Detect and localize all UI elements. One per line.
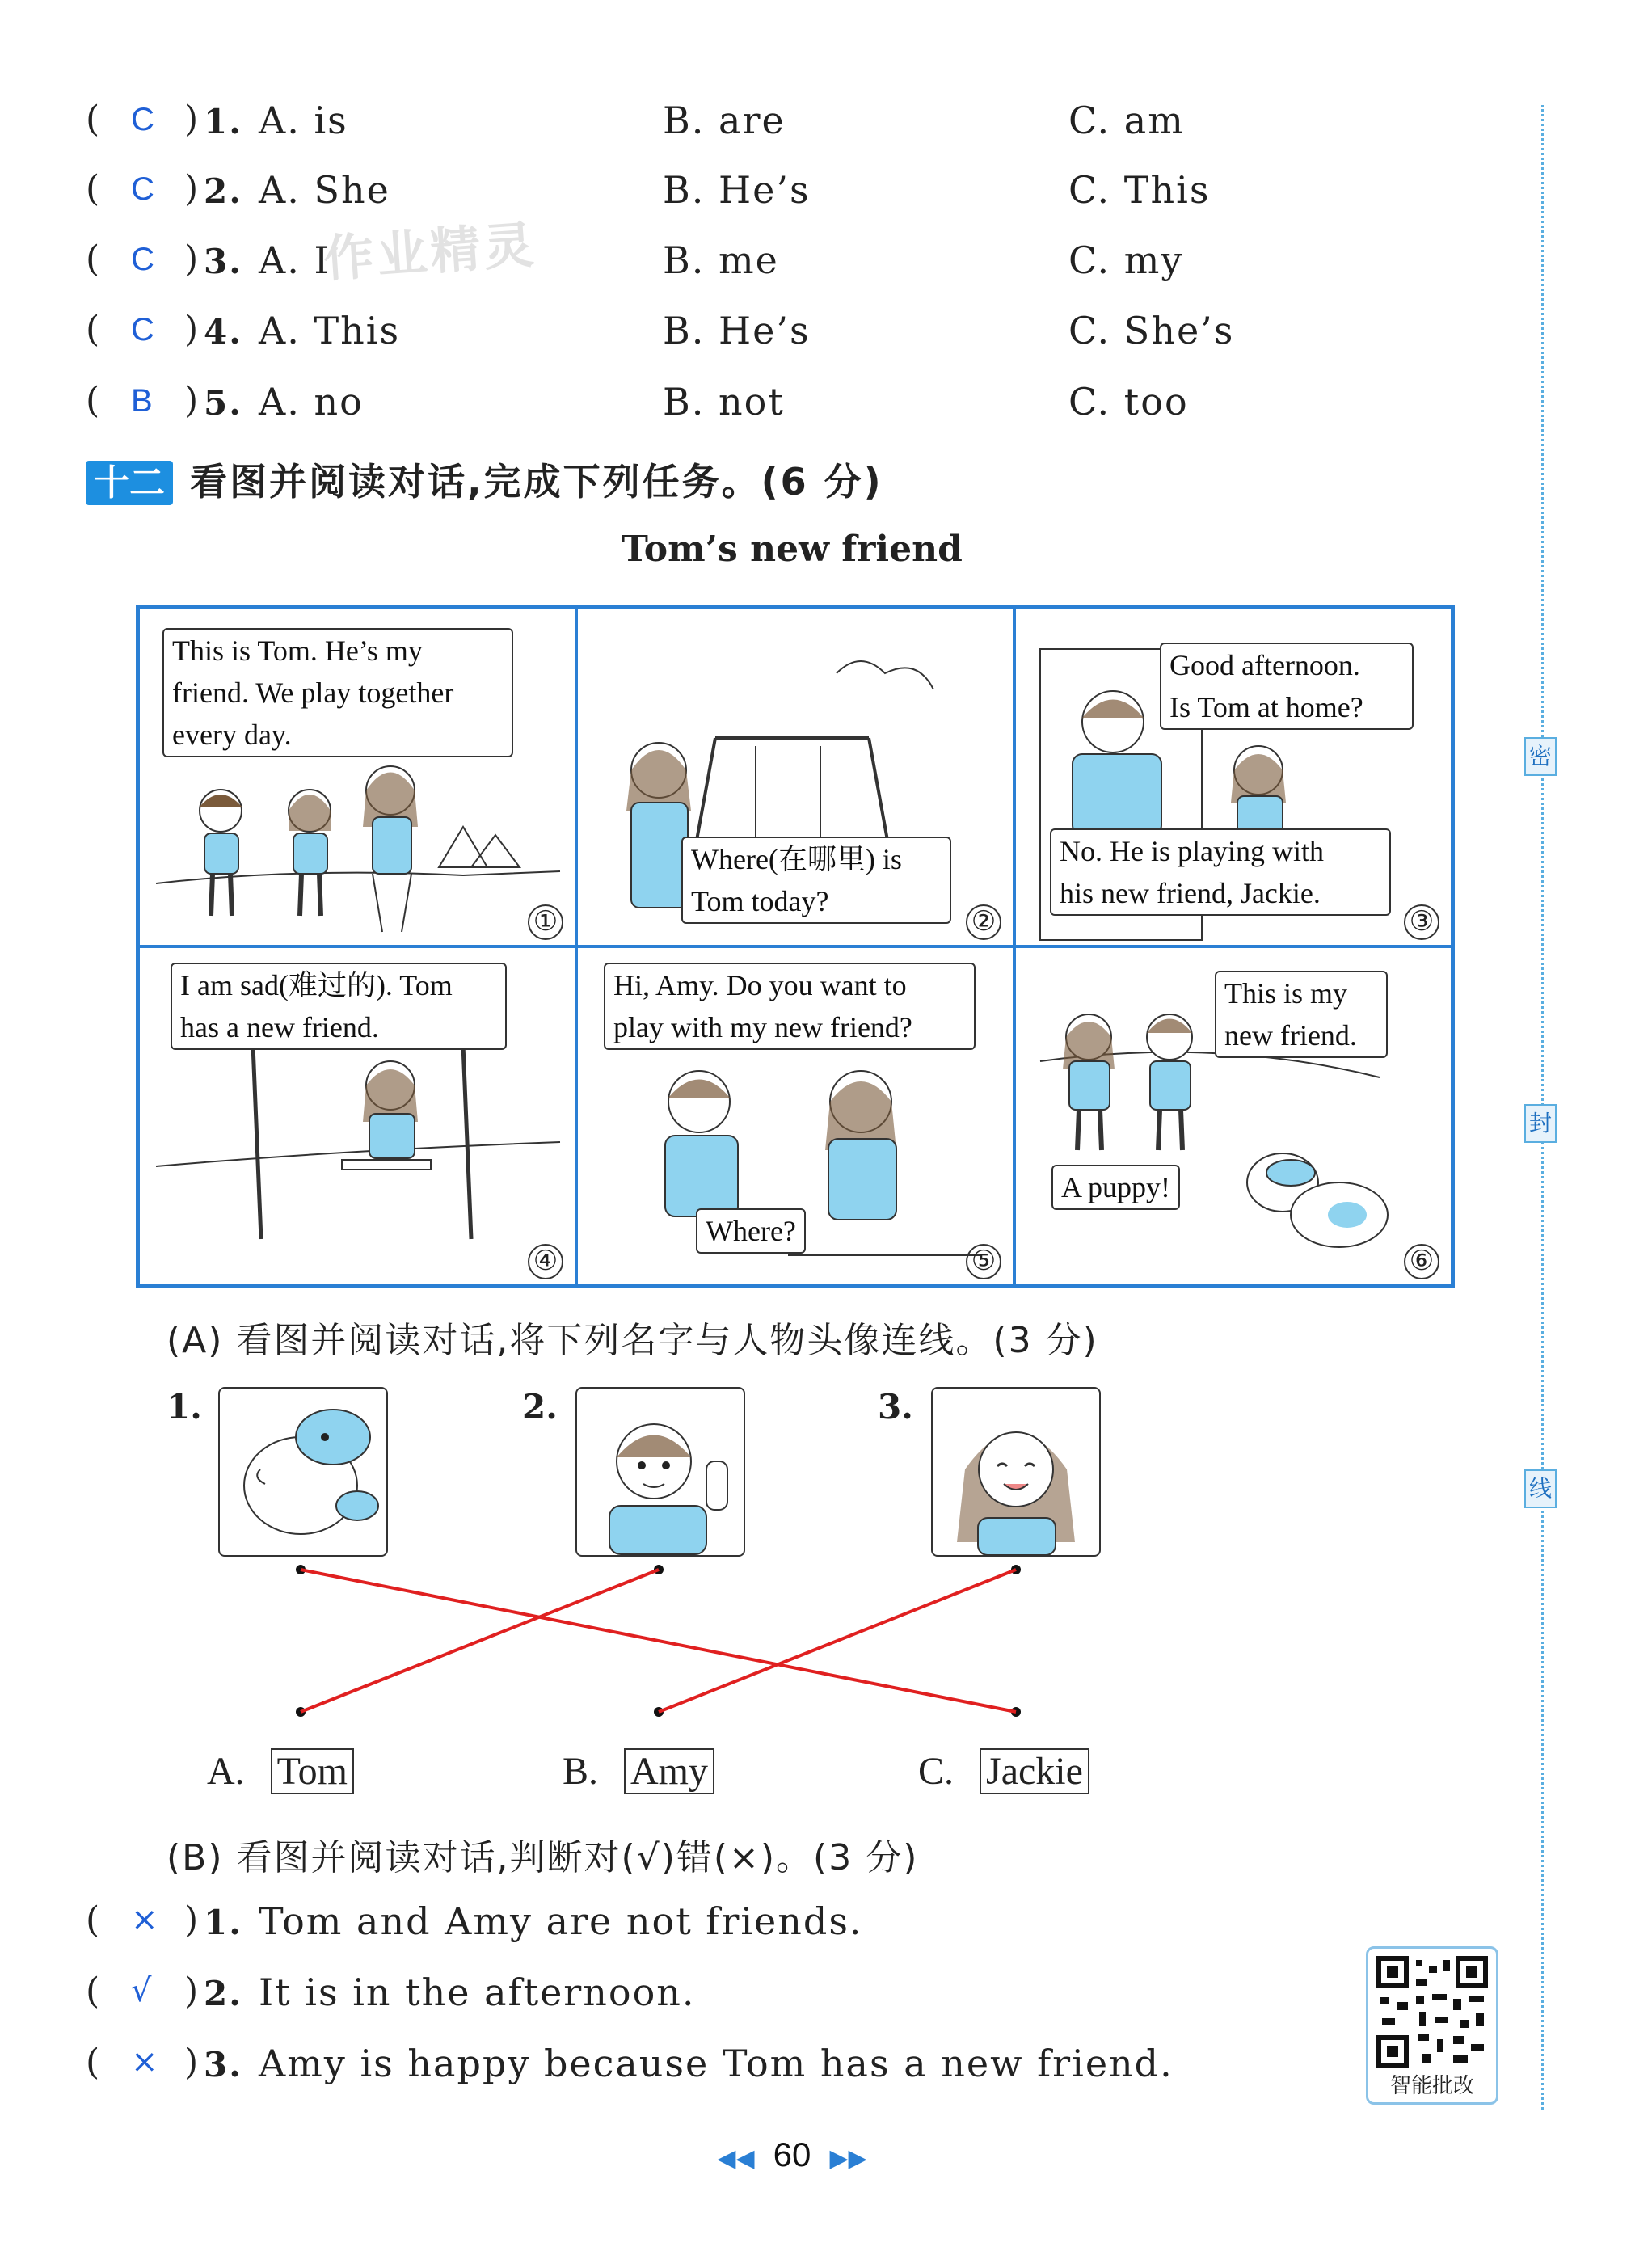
answer-letter[interactable]: C	[131, 242, 156, 277]
panel-number: ⑤	[966, 1244, 1001, 1279]
bubble-line: No. He is playing with	[1060, 835, 1324, 867]
part-b-title: (B) 看图并阅读对话,判断对(√)错(×)。(3 分)	[166, 1837, 919, 1878]
judgement-mark[interactable]: ×	[131, 1901, 160, 1938]
tf-row	[86, 1971, 1298, 2019]
match-dot	[296, 1565, 306, 1574]
bubble-line: Is Tom at home?	[1169, 691, 1363, 723]
match-dot	[654, 1565, 664, 1574]
option-a: A. This	[259, 309, 401, 352]
option-b: B. are	[663, 99, 786, 142]
bubble-line: friend. We play together	[172, 677, 454, 709]
qr-caption: 智能批改	[1389, 2074, 1474, 2098]
speech-bubble	[681, 837, 951, 924]
next-page-icon[interactable]: ▶▶	[829, 2144, 867, 2173]
paren-left: (	[86, 99, 102, 140]
mc-row	[86, 238, 1298, 287]
name-box[interactable]: Tom	[271, 1748, 354, 1794]
watermark: 作业精灵	[322, 214, 539, 289]
page-footer	[0, 2135, 1584, 2174]
question-number: 1.	[204, 102, 242, 141]
portrait-number: 3.	[878, 1387, 913, 1427]
paren-right: )	[184, 309, 200, 350]
section-header	[86, 453, 883, 506]
bubble-line: This is Tom. He’s my	[172, 634, 423, 667]
mc-row	[86, 99, 1298, 147]
comic-panel	[1014, 607, 1452, 946]
match-dot	[1011, 1707, 1021, 1717]
answer-letter[interactable]: C	[131, 312, 156, 348]
name-option	[207, 1749, 354, 1794]
answer-letter[interactable]: C	[131, 102, 156, 137]
question-number: 4.	[204, 312, 242, 352]
option-a: A. is	[259, 99, 348, 142]
name-box[interactable]: Jackie	[980, 1748, 1089, 1794]
paren-left: (	[86, 380, 102, 421]
option-b: B. not	[663, 380, 785, 424]
paren-left: (	[86, 1899, 102, 1941]
comic-panel	[576, 607, 1014, 946]
story-title: Tom’s new friend	[622, 529, 963, 570]
comic-panel	[1014, 946, 1452, 1286]
tf-row	[86, 2042, 1298, 2090]
option-a: A. She	[259, 168, 390, 212]
bubble-line: Hi, Amy. Do you want to	[613, 969, 907, 1001]
mc-row	[86, 309, 1298, 357]
option-c: C. This	[1068, 168, 1211, 212]
name-option	[918, 1749, 1089, 1794]
bubble-line: A puppy!	[1061, 1171, 1170, 1203]
comic-panel	[576, 946, 1014, 1286]
panel-number: ④	[528, 1244, 563, 1279]
name-box[interactable]: Amy	[624, 1748, 714, 1794]
option-c: C. am	[1068, 99, 1185, 142]
speech-bubble	[1050, 828, 1391, 916]
tf-row	[86, 1899, 1298, 1948]
name-letter: B.	[563, 1750, 599, 1793]
bubble-line: new friend.	[1224, 1019, 1357, 1052]
paren-right: )	[184, 1971, 200, 2012]
match-dot	[296, 1707, 306, 1717]
match-line	[301, 1570, 1016, 1712]
speech-bubble	[162, 628, 513, 757]
mc-row	[86, 168, 1298, 217]
paren-left: (	[86, 1971, 102, 2012]
option-a: A. I	[259, 238, 331, 282]
question-number: 3.	[204, 2045, 242, 2084]
statement-text: It is in the afternoon.	[259, 1971, 696, 2014]
paren-right: )	[184, 168, 200, 209]
name-letter: A.	[207, 1750, 245, 1793]
section-badge: 十二	[86, 461, 173, 505]
question-number: 2.	[204, 171, 242, 211]
portrait-girl	[931, 1387, 1101, 1557]
speech-bubble	[1215, 971, 1388, 1058]
judgement-mark[interactable]: √	[131, 1972, 154, 2009]
paren-left: (	[86, 309, 102, 350]
mc-row	[86, 380, 1298, 428]
match-line	[659, 1570, 1016, 1712]
paren-right: )	[184, 380, 200, 421]
speech-bubble	[696, 1208, 806, 1254]
qr-code[interactable]	[1366, 1946, 1498, 2105]
option-c: C. She’s	[1068, 309, 1235, 352]
panel-number: ③	[1404, 904, 1439, 940]
judgement-mark[interactable]: ×	[131, 2043, 160, 2080]
speech-bubble	[604, 963, 976, 1050]
side-tag-seal: 封	[1524, 1104, 1557, 1143]
girl-icon	[933, 1389, 1099, 1555]
paren-left: (	[86, 2042, 102, 2083]
page-number: 60	[773, 2135, 811, 2173]
paren-left: (	[86, 238, 102, 280]
option-b: B. He’s	[663, 168, 811, 212]
speech-bubble	[1160, 643, 1414, 730]
statement-text: Amy is happy because Tom has a new friend.	[259, 2042, 1174, 2085]
bubble-line: I am sad(难过的). Tom	[180, 969, 453, 1001]
answer-letter[interactable]: C	[131, 171, 156, 207]
bubble-line: Where?	[706, 1215, 796, 1247]
panel-number: ⑥	[1404, 1244, 1439, 1279]
option-b: B. He’s	[663, 309, 811, 352]
question-number: 5.	[204, 383, 242, 423]
prev-page-icon[interactable]: ◀◀	[717, 2144, 755, 2173]
portrait-number: 1.	[166, 1387, 202, 1427]
bubble-line: every day.	[172, 719, 292, 751]
name-option	[563, 1749, 714, 1794]
question-number: 2.	[204, 1974, 242, 2013]
match-dot	[1011, 1565, 1021, 1574]
side-tag-line: 线	[1524, 1469, 1557, 1508]
paren-left: (	[86, 168, 102, 209]
portrait-boy	[575, 1387, 745, 1557]
paren-right: )	[184, 99, 200, 140]
speech-bubble	[1051, 1165, 1180, 1210]
option-a: A. no	[259, 380, 364, 424]
paren-right: )	[184, 238, 200, 280]
paren-right: )	[184, 1899, 200, 1941]
option-c: C. my	[1068, 238, 1184, 282]
comic-panel	[138, 607, 576, 946]
question-number: 1.	[204, 1903, 242, 1942]
comic-panel	[138, 946, 576, 1286]
bubble-line: Good afternoon.	[1169, 649, 1360, 681]
bubble-line: Where(在哪里) is	[691, 843, 902, 875]
panel-number: ①	[528, 904, 563, 940]
side-tag-seal: 密	[1524, 737, 1557, 776]
puppy-icon	[220, 1389, 386, 1555]
bubble-line: has a new friend.	[180, 1011, 379, 1043]
panel-number: ②	[966, 904, 1001, 940]
section-title: 看图并阅读对话,完成下列任务。(6 分)	[190, 460, 883, 504]
speech-bubble	[171, 963, 507, 1050]
qr-icon	[1376, 1955, 1489, 2068]
boy-icon	[577, 1389, 744, 1555]
option-b: B. me	[663, 238, 779, 282]
comic-grid	[136, 605, 1455, 1288]
bubble-line: This is my	[1224, 977, 1348, 1010]
option-c: C. too	[1068, 380, 1189, 424]
question-number: 3.	[204, 242, 242, 281]
part-a-title: (A) 看图并阅读对话,将下列名字与人物头像连线。(3 分)	[166, 1320, 1098, 1361]
statement-text: Tom and Amy are not friends.	[259, 1899, 863, 1943]
answer-letter[interactable]: B	[131, 383, 154, 419]
bubble-line: Tom today?	[691, 885, 829, 917]
name-letter: C.	[918, 1750, 955, 1793]
portrait-number: 2.	[522, 1387, 558, 1427]
match-line	[301, 1570, 659, 1712]
portrait-puppy	[218, 1387, 388, 1557]
bubble-line: his new friend, Jackie.	[1060, 877, 1321, 909]
paren-right: )	[184, 2042, 200, 2083]
bubble-line: play with my new friend?	[613, 1011, 912, 1043]
match-dot	[654, 1707, 664, 1717]
